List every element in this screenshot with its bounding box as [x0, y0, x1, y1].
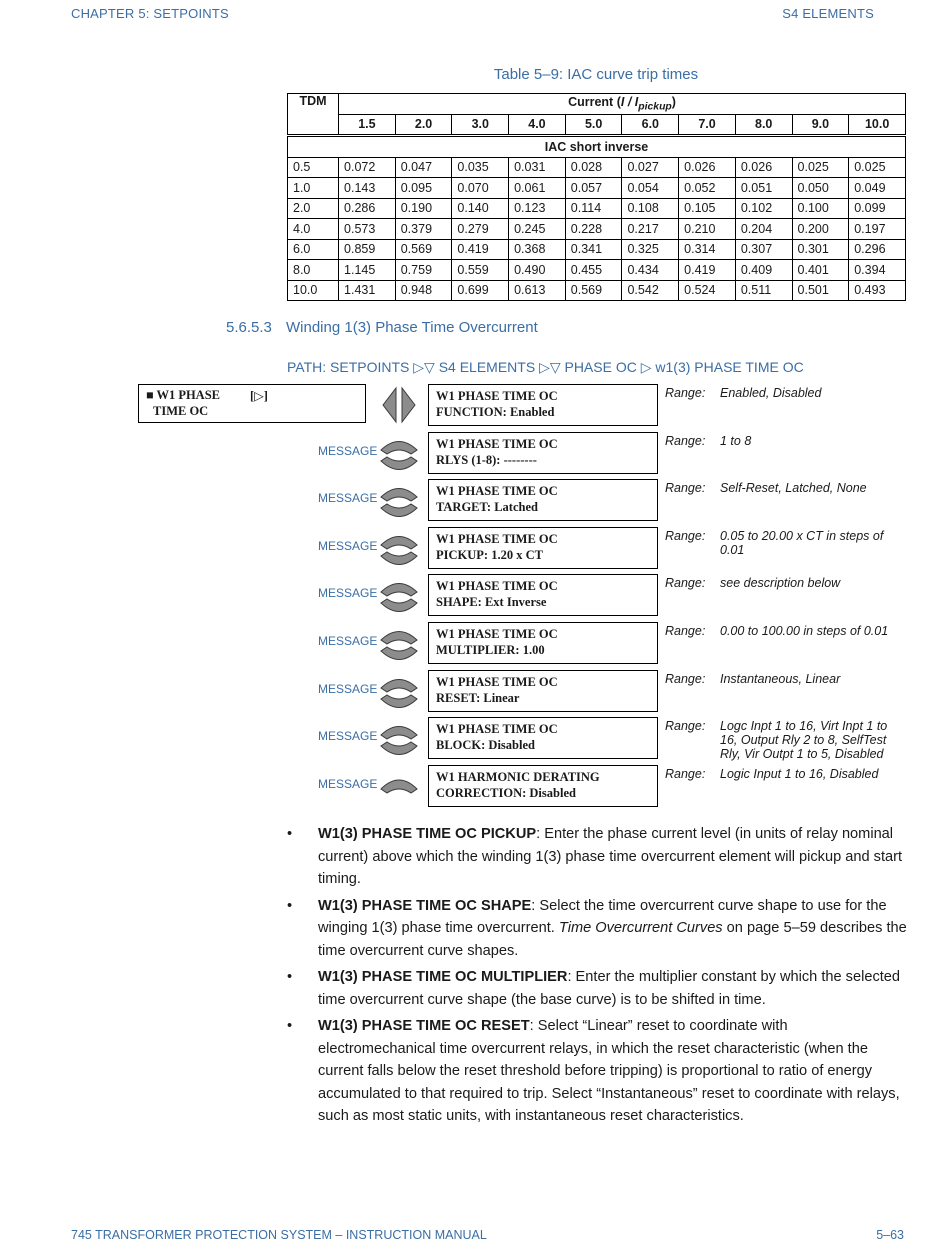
message-label: MESSAGE: [318, 777, 378, 791]
tdm-cell: 10.0: [288, 280, 339, 301]
trip-time-cell: 0.490: [509, 260, 566, 281]
range-label: Range:: [665, 576, 706, 590]
message-label: MESSAGE: [318, 539, 378, 553]
setting-name: W1 PHASE TIME OC: [436, 437, 558, 451]
table-row: [288, 239, 906, 260]
trip-time-cell: 0.455: [565, 260, 622, 281]
message-label: MESSAGE: [318, 444, 378, 458]
range-value: Instantaneous, Linear: [720, 672, 841, 686]
range-label: Range:: [665, 719, 706, 733]
setting-name: W1 PHASE TIME OC: [436, 532, 558, 546]
trip-time-cell: 0.569: [565, 280, 622, 301]
description-text: on page 5–59 describes the time overcurrent curve shapes.: [318, 920, 907, 959]
trip-time-cell: 0.049: [849, 178, 906, 199]
up-key-icon: [381, 537, 417, 550]
page-footer-title: 745 TRANSFORMER PROTECTION SYSTEM – INSTRUCTION MANUAL: [71, 1228, 487, 1242]
trip-time-cell: 0.569: [395, 239, 452, 260]
description-text: : Enter the phase current level (in units of relay nominal current) above which the winding 1(3) phase time overcurrent element will pickup and start timing.: [318, 826, 903, 887]
trip-time-cell: 0.025: [792, 157, 849, 178]
setting-display: [428, 717, 658, 759]
setting-display: [428, 765, 658, 807]
range-label: Range:: [665, 624, 706, 638]
table-section-label: IAC short inverse: [288, 136, 906, 158]
trip-time-cell: 0.102: [735, 198, 792, 219]
message-label: MESSAGE: [318, 491, 378, 505]
menu-header-line1: ■ W1 PHASE: [146, 388, 220, 402]
range-value: Enabled, Disabled: [720, 386, 822, 400]
trip-time-cell: 0.197: [849, 219, 906, 240]
setting-term: W1(3) PHASE TIME OC PICKUP: [318, 826, 537, 842]
setting-term: W1(3) PHASE TIME OC RESET: [318, 1018, 530, 1034]
trip-time-cell: 0.190: [395, 198, 452, 219]
trip-time-cell: 0.200: [792, 219, 849, 240]
trip-time-cell: 0.140: [452, 198, 509, 219]
trip-time-cell: 0.379: [395, 219, 452, 240]
col-header-current-value: 3.0: [452, 114, 509, 136]
setting-display: [428, 432, 658, 474]
trip-time-cell: 0.759: [395, 260, 452, 281]
down-key-icon: [381, 695, 417, 708]
page-header-chapter: CHAPTER 5: SETPOINTS: [71, 6, 229, 21]
trip-time-cell: 0.325: [622, 239, 679, 260]
down-key-icon: [381, 457, 417, 470]
col-header-current-value: 7.0: [679, 114, 736, 136]
trip-time-cell: 0.143: [339, 178, 396, 199]
description-text: : Enter the multiplier constant by which the selected time overcurrent curve shape (the base curve) is to be shifted in time.: [318, 969, 901, 1008]
trip-time-cell: 0.108: [622, 198, 679, 219]
trip-time-cell: 0.542: [622, 280, 679, 301]
setting-display: [428, 527, 658, 569]
col-header-current-value: 4.0: [509, 114, 566, 136]
trip-time-cell: 0.279: [452, 219, 509, 240]
setting-name: W1 PHASE TIME OC: [436, 722, 558, 736]
setting-name: W1 PHASE TIME OC: [436, 675, 558, 689]
range-label: Range:: [665, 767, 706, 781]
tdm-cell: 6.0: [288, 239, 339, 260]
setting-value: RLYS (1-8): --------: [436, 453, 537, 467]
table-row: [288, 178, 906, 199]
up-key-icon: [381, 780, 417, 793]
message-label: MESSAGE: [318, 682, 378, 696]
trip-time-cell: 0.228: [565, 219, 622, 240]
trip-time-cell: 0.123: [509, 198, 566, 219]
trip-time-cell: 0.028: [565, 157, 622, 178]
setting-value: BLOCK: Disabled: [436, 738, 535, 752]
down-key-icon: [381, 742, 417, 755]
description-text: : Select the time overcurrent curve shape to use for the winging 1(3) phase time overcurrent.: [318, 897, 887, 936]
down-key-icon: [381, 552, 417, 565]
up-key-icon: [381, 584, 417, 597]
setting-name: W1 PHASE TIME OC: [436, 484, 558, 498]
trip-time-cell: 0.026: [735, 157, 792, 178]
trip-time-cell: 0.314: [679, 239, 736, 260]
description-list: [287, 823, 907, 1132]
trip-time-cell: 0.573: [339, 219, 396, 240]
range-value: Self-Reset, Latched, None: [720, 481, 867, 495]
trip-time-cell: 0.047: [395, 157, 452, 178]
trip-time-cell: 0.301: [792, 239, 849, 260]
col-header-current-value: 9.0: [792, 114, 849, 136]
table-row: [288, 219, 906, 240]
up-down-keys-icon: [379, 479, 419, 526]
setting-display: [428, 670, 658, 712]
range-label: Range:: [665, 529, 706, 543]
trip-time-cell: 0.050: [792, 178, 849, 199]
col-header-current-value: 2.0: [395, 114, 452, 136]
trip-time-cell: 0.859: [339, 239, 396, 260]
trip-time-cell: 0.217: [622, 219, 679, 240]
up-key-icon: [381, 727, 417, 740]
trip-time-cell: 1.145: [339, 260, 396, 281]
trip-time-cell: 0.051: [735, 178, 792, 199]
trip-time-cell: 0.100: [792, 198, 849, 219]
setting-name: W1 PHASE TIME OC: [436, 389, 558, 403]
setting-display: [428, 384, 658, 426]
trip-time-cell: 0.072: [339, 157, 396, 178]
section-title: Winding 1(3) Phase Time Overcurrent: [286, 319, 538, 336]
menu-path: PATH: SETPOINTS ▷▽ S4 ELEMENTS ▷▽ PHASE OC ▷ w1(3) PHASE TIME OC: [287, 359, 804, 375]
trip-time-cell: 0.493: [849, 280, 906, 301]
down-key-icon: [381, 599, 417, 612]
bullet-icon: •: [287, 897, 293, 914]
trip-time-cell: 0.368: [509, 239, 566, 260]
range-value: Logic Input 1 to 16, Disabled: [720, 767, 879, 781]
cross-reference[interactable]: Time Overcurrent Curves: [558, 920, 723, 936]
col-header-current-value: 5.0: [565, 114, 622, 136]
trip-time-cell: 0.419: [452, 239, 509, 260]
range-value: see description below: [720, 576, 841, 590]
tdm-cell: 1.0: [288, 178, 339, 199]
range-label: Range:: [665, 672, 706, 686]
trip-time-cell: 0.210: [679, 219, 736, 240]
trip-time-cell: 1.431: [339, 280, 396, 301]
table-caption: Table 5–9: IAC curve trip times: [493, 66, 699, 83]
trip-time-cell: 0.245: [509, 219, 566, 240]
right-key-icon: [402, 388, 415, 422]
table-row: [288, 198, 906, 219]
setting-name: W1 PHASE TIME OC: [436, 579, 558, 593]
range-value: 0.00 to 100.00 in steps of 0.01: [720, 624, 889, 638]
setting-value: RESET: Linear: [436, 691, 520, 705]
description-item: [287, 1015, 907, 1128]
trip-time-cell: 0.095: [395, 178, 452, 199]
menu-header-line2: TIME OC: [153, 404, 209, 418]
table-row: [288, 280, 906, 301]
up-down-keys-icon: [379, 527, 419, 574]
trip-time-cell: 0.114: [565, 198, 622, 219]
menu-header-box: [138, 384, 366, 423]
table-row: [288, 260, 906, 281]
trip-time-cell: 0.026: [679, 157, 736, 178]
tdm-cell: 2.0: [288, 198, 339, 219]
setting-value: TARGET: Latched: [436, 500, 538, 514]
trip-time-cell: 0.948: [395, 280, 452, 301]
up-key-icon: [381, 632, 417, 645]
range-value: 1 to 8: [720, 434, 752, 448]
bullet-icon: •: [287, 826, 293, 842]
up-down-keys-icon: [379, 717, 419, 764]
left-key-icon: [383, 388, 396, 422]
up-down-keys-icon: [379, 574, 419, 621]
description-item: [287, 895, 907, 963]
trip-time-cell: 0.394: [849, 260, 906, 281]
down-key-icon: [381, 647, 417, 660]
trip-time-cell: 0.307: [735, 239, 792, 260]
trip-time-cell: 0.559: [452, 260, 509, 281]
up-down-keys-icon: [379, 432, 419, 479]
table-row: [288, 157, 906, 178]
trip-time-cell: 0.070: [452, 178, 509, 199]
trip-time-cell: 0.434: [622, 260, 679, 281]
setting-value: SHAPE: Ext Inverse: [436, 595, 547, 609]
setting-value: FUNCTION: Enabled: [436, 405, 555, 419]
trip-time-cell: 0.409: [735, 260, 792, 281]
trip-time-cell: 0.501: [792, 280, 849, 301]
setting-display: [428, 622, 658, 664]
section-number: 5.6.5.3: [226, 319, 272, 336]
trip-time-cell: 0.054: [622, 178, 679, 199]
description-item: [287, 823, 907, 891]
setting-display: [428, 574, 658, 616]
col-header-current-value: 1.5: [339, 114, 396, 136]
trip-time-cell: 0.296: [849, 239, 906, 260]
col-header-current-value: 10.0: [849, 114, 906, 136]
left-right-keys-icon: [379, 384, 419, 431]
page-number: 5–63: [876, 1228, 904, 1242]
trip-time-cell: 0.511: [735, 280, 792, 301]
tdm-cell: 8.0: [288, 260, 339, 281]
trip-time-cell: 0.035: [452, 157, 509, 178]
setting-name: W1 HARMONIC DERATING: [436, 770, 600, 784]
setting-name: W1 PHASE TIME OC: [436, 627, 558, 641]
up-down-keys-icon: [379, 622, 419, 669]
range-value: 0.05 to 20.00 x CT in steps of 0.01: [720, 529, 884, 557]
trip-time-cell: 0.286: [339, 198, 396, 219]
setting-value: PICKUP: 1.20 x CT: [436, 548, 543, 562]
trip-time-cell: 0.699: [452, 280, 509, 301]
message-label: MESSAGE: [318, 634, 378, 648]
range-label: Range:: [665, 434, 706, 448]
message-label: MESSAGE: [318, 729, 378, 743]
trip-time-cell: 0.401: [792, 260, 849, 281]
trip-time-cell: 0.052: [679, 178, 736, 199]
down-key-icon: [381, 504, 417, 517]
up-key-icon: [381, 442, 417, 455]
range-label: Range:: [665, 386, 706, 400]
trip-time-cell: 0.027: [622, 157, 679, 178]
range-label: Range:: [665, 481, 706, 495]
trip-time-cell: 0.099: [849, 198, 906, 219]
trip-time-cell: 0.613: [509, 280, 566, 301]
col-header-tdm: TDM: [288, 94, 339, 136]
up-down-keys-icon: [379, 670, 419, 717]
setting-value: MULTIPLIER: 1.00: [436, 643, 545, 657]
setting-term: W1(3) PHASE TIME OC SHAPE: [318, 897, 532, 914]
col-header-current: Current $(I / I_{pickup})$: [339, 94, 906, 115]
description-text: : Select “Linear” reset to coordinate with electromechanical time overcurrent relays, in which the reset characteristic (when the current falls below the reset threshold before tripping) is proportional to ratio of energy accumulated to that required to trip. Select “Instantaneous” reset to coordinate with relays, such as most static units, with instantaneous reset characteristics.: [318, 1018, 900, 1124]
bullet-icon: •: [287, 1018, 293, 1034]
trip-time-cell: 0.105: [679, 198, 736, 219]
trip-time-cell: 0.341: [565, 239, 622, 260]
setting-display: [428, 479, 658, 521]
trip-time-cell: 0.025: [849, 157, 906, 178]
trip-time-cell: 0.204: [735, 219, 792, 240]
setting-value: CORRECTION: Disabled: [436, 786, 576, 800]
trip-time-cell: 0.061: [509, 178, 566, 199]
trip-time-cell: 0.419: [679, 260, 736, 281]
col-header-current-value: 6.0: [622, 114, 679, 136]
up-key-icon: [379, 765, 419, 812]
range-value: Logc Inpt 1 to 16, Virt Inpt 1 to 16, Output Rly 2 to 8, SelfTest Rly, Vir Outpt 1 to 5, Disabled: [720, 719, 888, 761]
setting-term: W1(3) PHASE TIME OC MULTIPLIER: [318, 969, 568, 985]
page-header-section: S4 ELEMENTS: [782, 6, 874, 21]
up-key-icon: [381, 489, 417, 502]
bullet-icon: •: [287, 969, 293, 985]
col-header-current-value: 8.0: [735, 114, 792, 136]
message-label: MESSAGE: [318, 586, 378, 600]
tdm-cell: 4.0: [288, 219, 339, 240]
description-item: [287, 966, 907, 1011]
trip-time-cell: 0.031: [509, 157, 566, 178]
menu-header-arrow: [▷]: [250, 389, 268, 403]
up-key-icon: [381, 680, 417, 693]
trip-time-cell: 0.524: [679, 280, 736, 301]
iac-trip-times-table: [287, 93, 906, 301]
tdm-cell: 0.5: [288, 157, 339, 178]
trip-time-cell: 0.057: [565, 178, 622, 199]
